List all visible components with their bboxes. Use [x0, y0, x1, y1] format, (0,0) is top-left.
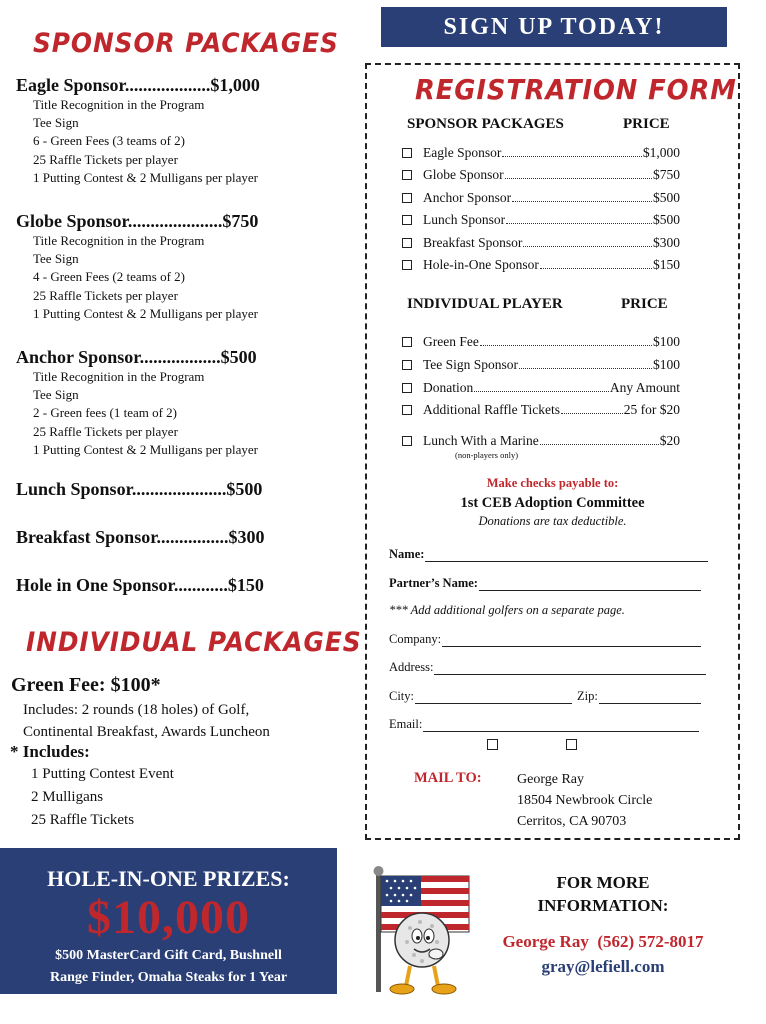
checkbox[interactable] — [566, 739, 577, 750]
list-item: 25 Raffle Tickets per player — [33, 423, 178, 439]
list-item: 1 Putting Contest & 2 Mulligans per player — [33, 305, 258, 321]
list-item: 1 Putting Contest & 2 Mulligans per player — [33, 441, 258, 457]
contact-phone: George Ray (562) 572-8017 — [502, 932, 704, 951]
form-row-raffle[interactable] — [402, 402, 680, 418]
email-label: Email: — [389, 717, 423, 731]
hole-in-one-sponsor-title: Hole in One Sponsor............$150 — [16, 575, 264, 595]
sponsor-price-header: PRICE — [623, 116, 670, 132]
row-price: Any Amount — [609, 380, 680, 395]
checkbox[interactable] — [402, 148, 412, 158]
list-item: Tee Sign — [33, 251, 79, 267]
anchor-sponsor-title: Anchor Sponsor..................$500 — [16, 347, 257, 367]
company-input-line[interactable] — [442, 634, 701, 647]
green-fee-includes-2: Continental Breakfast, Awards Luncheon — [23, 724, 270, 740]
row-label: Anchor Sponsor — [423, 190, 512, 205]
leader-dots — [523, 236, 652, 247]
row-label: Lunch Sponsor — [423, 212, 506, 227]
leader-dots — [512, 191, 652, 202]
checkbox[interactable] — [402, 360, 412, 370]
individual-player-header: INDIVIDUAL PLAYER — [407, 296, 563, 312]
row-label: Lunch With a Marine — [423, 433, 539, 448]
row-price: $20 — [659, 433, 680, 448]
golf-ball-mascot-flag-illustration — [362, 862, 480, 1000]
row-label: Green Fee — [423, 334, 479, 349]
row-label: Additional Raffle Tickets — [423, 402, 560, 417]
row-label: Breakfast Sponsor — [423, 235, 523, 250]
list-item: 2 - Green fees (1 team of 2) — [33, 405, 178, 421]
row-price: $500 — [653, 212, 680, 227]
name-input-line[interactable] — [425, 549, 708, 562]
tax-note: Donations are tax deductible. — [478, 514, 627, 528]
row-label: Donation — [423, 380, 474, 395]
individual-price-header: PRICE — [621, 296, 668, 312]
checks-payable-label: Make checks payable to: — [486, 476, 619, 490]
row-price: $100 — [653, 334, 680, 349]
row-price: $500 — [653, 190, 680, 205]
name-field[interactable] — [389, 547, 708, 562]
non-players-note: (non-players only) — [455, 450, 519, 460]
leader-dots — [540, 434, 659, 445]
form-row-lunch-marine[interactable] — [402, 433, 680, 449]
form-row-lunch[interactable] — [402, 212, 680, 228]
row-price: 25 for $20 — [623, 402, 680, 417]
extra-item: 25 Raffle Tickets — [31, 812, 135, 828]
zip-input-line[interactable] — [599, 691, 701, 704]
checkbox[interactable] — [402, 238, 412, 248]
form-row-tee-sign[interactable] — [402, 357, 680, 373]
row-label: Hole-in-One Sponsor — [423, 257, 539, 272]
checkbox[interactable] — [402, 215, 412, 225]
prize-line-2: Range Finder, Omaha Steaks for 1 Year — [49, 970, 288, 985]
row-price: $750 — [653, 167, 680, 182]
prizes-heading: HOLE-IN-ONE PRIZES: — [47, 866, 290, 891]
eagle-sponsor-benefits — [33, 96, 258, 187]
leader-dots — [540, 258, 652, 269]
breakfast-sponsor-title: Breakfast Sponsor................$300 — [16, 527, 265, 547]
row-label: Tee Sign Sponsor — [423, 357, 519, 372]
leader-dots — [474, 381, 609, 392]
list-item: Title Recognition in the Program — [33, 97, 205, 112]
hole-in-one-prizes-box — [0, 848, 337, 994]
list-item: 6 - Green Fees (3 teams of 2) — [33, 133, 185, 149]
list-item: 4 - Green Fees (2 teams of 2) — [33, 269, 185, 285]
city-zip-field[interactable] — [389, 689, 701, 704]
globe-sponsor-title: Globe Sponsor.....................$750 — [16, 211, 259, 231]
row-label: Globe Sponsor — [423, 167, 504, 182]
form-row-breakfast[interactable] — [402, 235, 680, 251]
city-input-line[interactable] — [415, 691, 572, 704]
list-item: 25 Raffle Tickets per player — [33, 287, 178, 303]
partner-name-input-line[interactable] — [479, 578, 701, 591]
leader-dots — [480, 335, 652, 346]
address-field[interactable] — [389, 660, 706, 675]
company-label: Company: — [389, 632, 442, 646]
list-item: Tee Sign — [33, 115, 79, 131]
email-input-line[interactable] — [423, 719, 699, 732]
list-item: Title Recognition in the Program — [33, 369, 205, 384]
email-field[interactable] — [389, 717, 699, 732]
mail-line: George Ray — [517, 772, 584, 787]
additional-golfers-note: *** Add additional golfers on a separate page. — [389, 603, 625, 617]
name-label: Name: — [389, 547, 425, 561]
partner-name-field[interactable] — [389, 576, 701, 591]
globe-sponsor-benefits — [33, 232, 258, 323]
list-item: Title Recognition in the Program — [33, 233, 205, 248]
zip-label: Zip: — [577, 689, 598, 703]
checkbox[interactable] — [402, 405, 412, 415]
lunch-sponsor-title: Lunch Sponsor.....................$500 — [16, 479, 263, 499]
row-price: $100 — [653, 357, 680, 372]
star-includes-label: * Includes: — [10, 742, 90, 761]
partner-name-label: Partner’s Name: — [389, 576, 478, 590]
form-row-donation[interactable] — [402, 380, 680, 396]
mailing-address — [517, 769, 652, 832]
registration-form-title: REGISTRATION FORM — [415, 73, 737, 106]
green-fee-includes-1: Includes: 2 rounds (18 holes) of Golf, — [23, 702, 250, 718]
eagle-sponsor-title: Eagle Sponsor...................$1,000 — [16, 75, 260, 95]
checkbox[interactable] — [402, 260, 412, 270]
form-row-anchor[interactable] — [402, 190, 680, 206]
form-row-globe[interactable] — [402, 167, 680, 183]
form-row-green-fee[interactable] — [402, 334, 680, 350]
extra-item: 2 Mulligans — [31, 789, 104, 805]
address-label: Address: — [389, 660, 434, 674]
mail-line: Cerritos, CA 90703 — [517, 814, 627, 829]
form-row-hole-in-one[interactable] — [402, 257, 680, 273]
individual-packages-heading: INDIVIDUAL PACKAGES — [26, 627, 362, 658]
more-info-heading-1: FOR MORE — [556, 873, 650, 892]
prize-line-1: $500 MasterCard Gift Card, Bushnell — [55, 948, 282, 963]
green-fee-title: Green Fee: $100* — [11, 674, 161, 696]
extra-item: 1 Putting Contest Event — [31, 766, 174, 782]
list-item: 25 Raffle Tickets per player — [33, 151, 178, 167]
mail-to-label: MAIL TO: — [414, 770, 482, 786]
mail-line: 18504 Newbrook Circle — [517, 793, 653, 808]
address-input-line[interactable] — [434, 662, 706, 675]
leader-dots — [505, 168, 652, 179]
committee-name: 1st CEB Adoption Committee — [460, 495, 645, 511]
row-label: Eagle Sponsor — [423, 145, 502, 160]
anchor-sponsor-benefits — [33, 368, 258, 459]
checkbox[interactable] — [402, 337, 412, 347]
checkbox[interactable] — [402, 436, 412, 446]
checkbox[interactable] — [487, 739, 498, 750]
contact-email[interactable]: gray@lefiell.com — [541, 957, 665, 976]
list-item: Tee Sign — [33, 387, 79, 403]
row-price: $1,000 — [642, 145, 680, 160]
list-item: 1 Putting Contest & 2 Mulligans per player — [33, 169, 258, 185]
company-field[interactable] — [389, 632, 701, 647]
leader-dots — [561, 403, 623, 414]
sponsor-packages-header: SPONSOR PACKAGES — [407, 116, 564, 132]
checkbox[interactable] — [402, 193, 412, 203]
checkbox[interactable] — [402, 383, 412, 393]
city-label: City: — [389, 689, 415, 703]
checkbox[interactable] — [402, 170, 412, 180]
form-row-eagle[interactable] — [402, 145, 680, 161]
more-info-heading-2: INFORMATION: — [537, 896, 669, 915]
sign-up-banner: SIGN UP TODAY! — [381, 7, 727, 47]
sponsor-packages-heading: SPONSOR PACKAGES — [33, 28, 339, 59]
prize-amount: $10,000 — [87, 891, 250, 944]
leader-dots — [502, 146, 642, 157]
row-price: $300 — [653, 235, 680, 250]
leader-dots — [519, 358, 652, 369]
row-price: $150 — [653, 257, 680, 272]
leader-dots — [506, 213, 652, 224]
